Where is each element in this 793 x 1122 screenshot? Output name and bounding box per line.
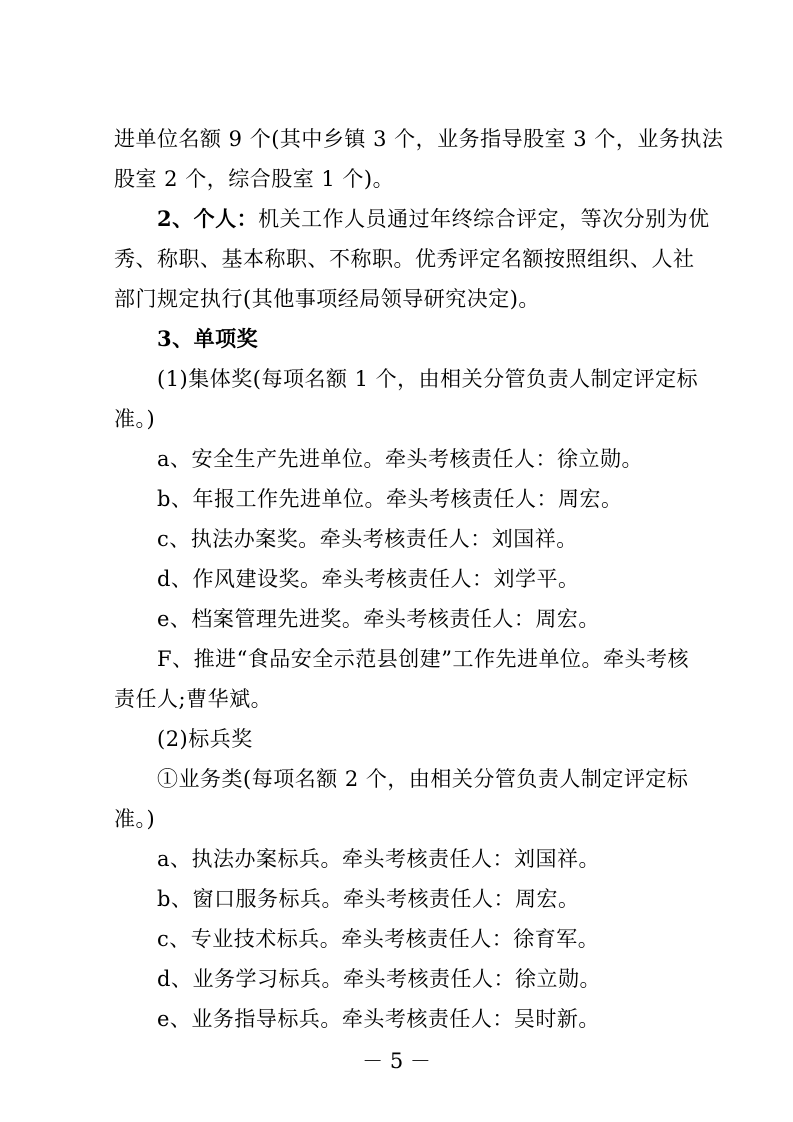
- list-item: a、安全生产先进单位。牵头考核责任人：徐立勋。: [157, 447, 644, 471]
- text-line: 准。): [114, 407, 156, 431]
- list-item: d、业务学习标兵。牵头考核责任人：徐立勋。: [157, 967, 601, 991]
- text-line: (1)集体奖(每项名额 1 个，由相关分管负责人制定评定标: [157, 367, 699, 391]
- text-line: 秀、称职、基本称职、不称职。优秀评定名额按照组织、人社: [114, 247, 695, 271]
- list-item: e、业务指导标兵。牵头考核责任人：吴时新。: [157, 1007, 600, 1031]
- list-item: F、推进“食品安全示范县创建”工作先进单位。牵头考核: [157, 647, 690, 671]
- list-item: d、作风建设奖。牵头考核责任人：刘学平。: [157, 567, 580, 591]
- list-item: a、执法办案标兵。牵头考核责任人：刘国祥。: [157, 847, 601, 871]
- text-line: 进单位名额 9 个(其中乡镇 3 个，业务指导股室 3 个，业务执法: [114, 127, 724, 151]
- page-number: － 5 －: [362, 1049, 431, 1073]
- text-line: 股室 2 个，综合股室 1 个)。: [114, 167, 395, 191]
- paragraph-individual: [157, 204, 710, 234]
- text-line: 责任人;曹华斌。: [114, 687, 273, 711]
- text-span: 机关工作人员通过年终综合评定，等次分别为优: [258, 207, 710, 231]
- section-heading-individual: 2、个人：: [157, 206, 259, 231]
- list-item: e、档案管理先进奖。牵头考核责任人：周宏。: [157, 607, 600, 631]
- text-line: 准。): [114, 807, 156, 831]
- text-line: 部门规定执行(其他事项经局领导研究决定)。: [114, 287, 540, 311]
- list-item: b、窗口服务标兵。牵头考核责任人：周宏。: [157, 887, 580, 911]
- section-heading-awards: 3、单项奖: [157, 326, 259, 351]
- list-item: b、年报工作先进单位。牵头考核责任人：周宏。: [157, 487, 623, 511]
- subsection-heading: (2)标兵奖: [157, 727, 253, 751]
- text-line: ①业务类(每项名额 2 个，由相关分管负责人制定评定标: [157, 767, 689, 791]
- list-item: c、专业技术标兵。牵头考核责任人：徐育军。: [157, 927, 600, 951]
- list-item: c、执法办案奖。牵头考核责任人：刘国祥。: [157, 527, 578, 551]
